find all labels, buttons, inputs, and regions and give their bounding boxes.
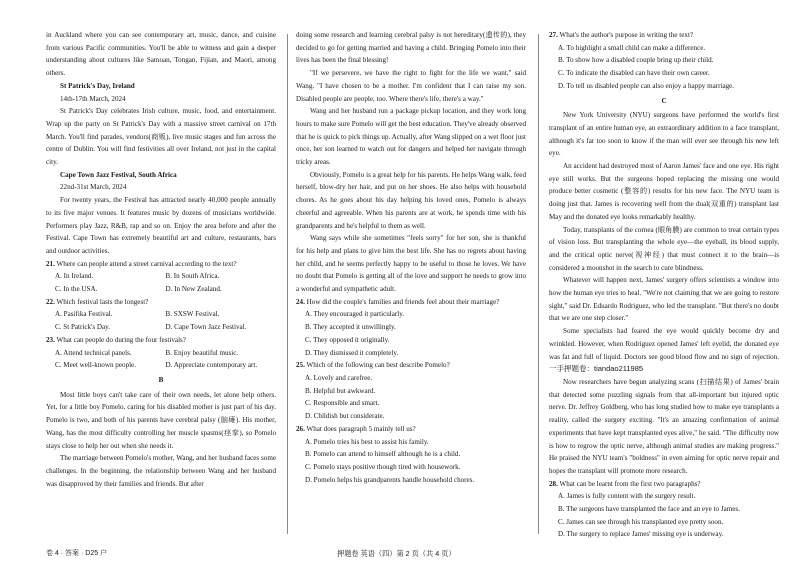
question-22	[46, 296, 276, 334]
option-a[interactable]: A. James is fully content with the surgery result.	[558, 492, 696, 501]
option-a[interactable]: A. To highlight a small child can make a difference.	[558, 43, 706, 52]
question-number: 28.	[549, 479, 558, 488]
question-text: What can be learnt from the first two paragraphs?	[559, 479, 701, 488]
column-middle	[296, 29, 526, 486]
question-number: 25.	[296, 361, 305, 370]
paragraph: "If we persevere, we have the right to fight for the life we want," said Wang. "I have chosen to be a mother. I'm confident that I can raise my son. Disabled people are people, too. Where there's life, there's a way."	[296, 69, 526, 103]
paragraph: Now researchers have begun analyzing scans (扫描结果) of James' brain that detected some puzzling signals from that all-important but injured optic nerve. Dr. Jeffrey Goldberg, who has long studied how to make eye transplants a reality, called the surgery exciting. "It's an amazing confirmation of animal experiments that have kept transplanted eyes alive," he said. "The difficulty now is how to regrow the optic nerve, although animal studies are making progress." He praised the NYU team's "boldness" in even aiming for optic nerve repair and hopes the transplant will promote more research.	[549, 377, 779, 475]
option-c[interactable]: C. James can see through his transplanted eye pretty soon.	[558, 517, 724, 526]
option-a[interactable]: A. Pomelo tries his best to assist his family.	[305, 437, 429, 446]
question-number: 24.	[296, 297, 305, 306]
paragraph-text: Some specialists had feared the eye would quickly become dry and wrinkled. However, when Rodriguez opened James' left eyelid, the donated eye was fat and full of liquid. Doctors see good blood flow and no sign of rejection.	[549, 327, 779, 361]
question-27	[549, 29, 779, 93]
question-26	[296, 423, 526, 487]
paragraph: Wang says while she sometimes "feels sorry" for her son, she is thankful for his help and plans to give him the best life. She has no regrets about having her child, and he seems perfectly happy to be useful to those he loves. We have no doubt that Pomelo is getting all of the love and support he needs to grow into a wonderful and sympathetic adult.	[296, 234, 526, 294]
question-23	[46, 334, 276, 372]
section-heading: B	[158, 375, 164, 384]
column-right	[549, 29, 779, 541]
section-heading: C	[661, 96, 667, 105]
option-b[interactable]: B. To show how a disabled couple bring up their child.	[558, 56, 714, 65]
option-b[interactable]: B. The surgeons have transplanted the face and an eye to James.	[558, 505, 740, 514]
festival-title: St Patrick's Day, Ireland	[60, 81, 135, 90]
option-c[interactable]: C. They opposed it originally.	[305, 335, 390, 344]
option-d[interactable]: D. They dismissed it completely.	[305, 348, 399, 357]
option-d[interactable]: D. In New Zealand.	[165, 285, 222, 294]
option-a[interactable]: A. Lovely and carefree.	[305, 373, 373, 382]
festival-dates: 22nd-31st March, 2024	[60, 183, 127, 192]
column-divider	[287, 34, 288, 534]
paragraph: in Auckland where you can see contemporary art, music, dance, and cuisine from various Pacific communities. You'll be able to witness and gain a deeper understanding about cultures like Samoan, Tongan, Fijian, and Maori, among others.	[46, 31, 276, 78]
paragraph: The marriage between Pomelo's mother, Wang, and her husband faces some challenges. In the beginning, the relationship between Wang and her husband was disapproved by their families and friends. But after	[46, 454, 276, 488]
option-d[interactable]: D. Appreciate contemporary art.	[165, 361, 258, 370]
option-a[interactable]: A. Pasifika Festival.	[55, 310, 113, 319]
question-number: 21.	[46, 259, 55, 268]
paragraph: New York University (NYU) surgeons have performed the world's first transplant of an entire human eye, an extraordinary addition to a face transplant, although it's far too soon to know if the man will ever see through his new left eye.	[549, 111, 779, 158]
question-24	[296, 296, 526, 360]
question-text: What can people do during the four festivals?	[56, 335, 186, 344]
paragraph: An accident had destroyed most of Aaron James' face and one eye. His right eye still works. But the surgeons hoped replacing the missing one would produce better cosmetic (整容的) results for his new face. The NYU team is doing just that. James is recovering well from the dual(双重的) transplant last May and the donated eye looks remarkably healthy.	[549, 162, 779, 221]
option-c[interactable]: C. In the USA.	[55, 285, 98, 294]
option-d[interactable]: D. Cape Town Jazz Festival.	[165, 323, 247, 332]
question-number: 27.	[549, 31, 558, 39]
paragraph	[549, 325, 779, 376]
option-b[interactable]: B. In South Africa.	[165, 272, 220, 281]
option-b[interactable]: B. They accepted it unwillingly.	[305, 323, 396, 332]
paragraph: Obviously, Pomelo is a great help for his parents. He helps Wang walk, feed herself, blow-dry her hair, and put on her shoes. He also helps with household chores. As he goes about his day helping his loved ones, Pomelo is always cheerful and agreeable. When his parents are at work, he spends time with his grandparents and he's helpful to them as well.	[296, 170, 526, 230]
column-divider	[538, 34, 539, 534]
question-21	[46, 258, 276, 296]
option-d[interactable]: D. Pomelo helps his grandparents handle household chores.	[305, 475, 475, 484]
festival-dates: 14th-17th March, 2024	[60, 94, 126, 103]
watermark-text: 一手押题卷：tiandao211985	[549, 364, 644, 374]
option-c[interactable]: C. To indicate the disabled can have their own career.	[558, 69, 710, 78]
footer-page-number: 押题卷 英语（四）第 2 页（共 4 页）	[337, 549, 456, 558]
option-d[interactable]: D. The surgery to replace James' missing eye is underway.	[558, 530, 724, 539]
option-a[interactable]: A. In Ireland.	[55, 272, 94, 281]
paragraph: Whatever will happen next, James' surgery offers scientists a window into how the human eye tries to heal. "We're not claiming that we are going to restore sight," said Dr. Eduardo Rodriguez, who led the transplant. "But there's no doubt that we are one step closer."	[549, 276, 779, 323]
question-text: Which of the following can best describe Pomelo?	[306, 361, 450, 370]
option-c[interactable]: C. St Patrick's Day.	[55, 323, 111, 332]
question-text: How did the couple's families and friends feel about their marriage?	[306, 297, 500, 306]
option-b[interactable]: B. Helpful but awkward.	[305, 386, 376, 395]
question-text: Which festival lasts the longest?	[56, 297, 149, 306]
question-text: Where can people attend a street carnival according to the text?	[56, 259, 237, 268]
question-number: 23.	[46, 335, 55, 344]
question-text: What does paragraph 5 mainly tell us?	[306, 424, 416, 433]
option-d[interactable]: D. Childish but considerate.	[305, 412, 385, 421]
festival-title: Cape Town Jazz Festival, South Africa	[60, 170, 177, 179]
paragraph: St Patrick's Day celebrates Irish culture, music, food, and entertainment. Wrap up the party on St Patrick's Day with a massive street carnival on 17th March. You'll find parades, vendors(商贩), live music stages and fun across the centre of Dublin. You will find festivities all over Ireland, not just in the capital city.	[46, 107, 276, 167]
question-28	[549, 478, 779, 542]
question-number: 22.	[46, 297, 55, 306]
option-c[interactable]: C. Pomelo stays positive though tired with housework.	[305, 462, 461, 471]
footer-code: 卷 4 · 答案 · D25 户	[46, 550, 108, 557]
option-a[interactable]: A. Attend technical panels.	[55, 348, 132, 357]
question-text: What's the author's purpose in writing the text?	[559, 31, 694, 39]
paragraph: Today, transplants of the cornea (眼角膜) are common to treat certain types of vision loss. But transplanting the whole eye—the eyeball, its blood supply, and the critical optic nerve(视神经) that must connect it to the brain—is considered a moonshot in the search to cure blindness.	[549, 225, 779, 272]
option-a[interactable]: A. They encouraged it particularly.	[305, 310, 405, 319]
question-25	[296, 359, 526, 423]
option-c[interactable]: C. Meet well-known people.	[55, 361, 136, 370]
question-number: 26.	[296, 424, 305, 433]
paragraph: Most little boys can't take care of their own needs, let alone help others. Yet, for a little boy Pomelo, caring for his disabled mother is just part of his day. Pomelo is two, and both of his parents have cerebral palsy (脑瘫). His mother, Wang, has the most difficulty controlling her muscle spasms(痉挛), so Pomelo stays close to help her out when she needs it.	[46, 390, 276, 450]
option-c[interactable]: C. Responsible and smart.	[305, 399, 380, 408]
option-b[interactable]: B. Enjoy beautiful music.	[165, 348, 239, 357]
paragraph: doing some research and learning cerebral palsy is not hereditary(遗传的), they decided to go for getting married and having a child. Bringing Pomelo into their lives has been the final blessing!	[296, 31, 526, 65]
option-b[interactable]: B. Pomelo can attend to himself although he is a child.	[305, 450, 461, 459]
option-b[interactable]: B. SXSW Festival.	[165, 310, 220, 319]
paragraph: For twenty years, the Festival has attracted nearly 40,000 people annually to its five major venues. It features music by dozens of musicians worldwide. Performers play Jazz, R&B, rap and so on. Enjoy the area before and after the Festival. Cape Town has extremely beautiful art and culture, restaurants, bars and outdoor activities.	[46, 196, 276, 255]
column-left	[46, 29, 276, 490]
paragraph: Wang and her husband run a package pickup location, and they work long hours to make sure Pomelo will get the best education. They've already observed that he is quick to pick things up. Actually, after Wang slipped on a wet floor just once, her son learned to watch out for dangers and helped her navigate through tricky areas.	[296, 107, 526, 167]
option-d[interactable]: D. To tell us disabled people can also enjoy a happy marriage.	[558, 81, 735, 90]
